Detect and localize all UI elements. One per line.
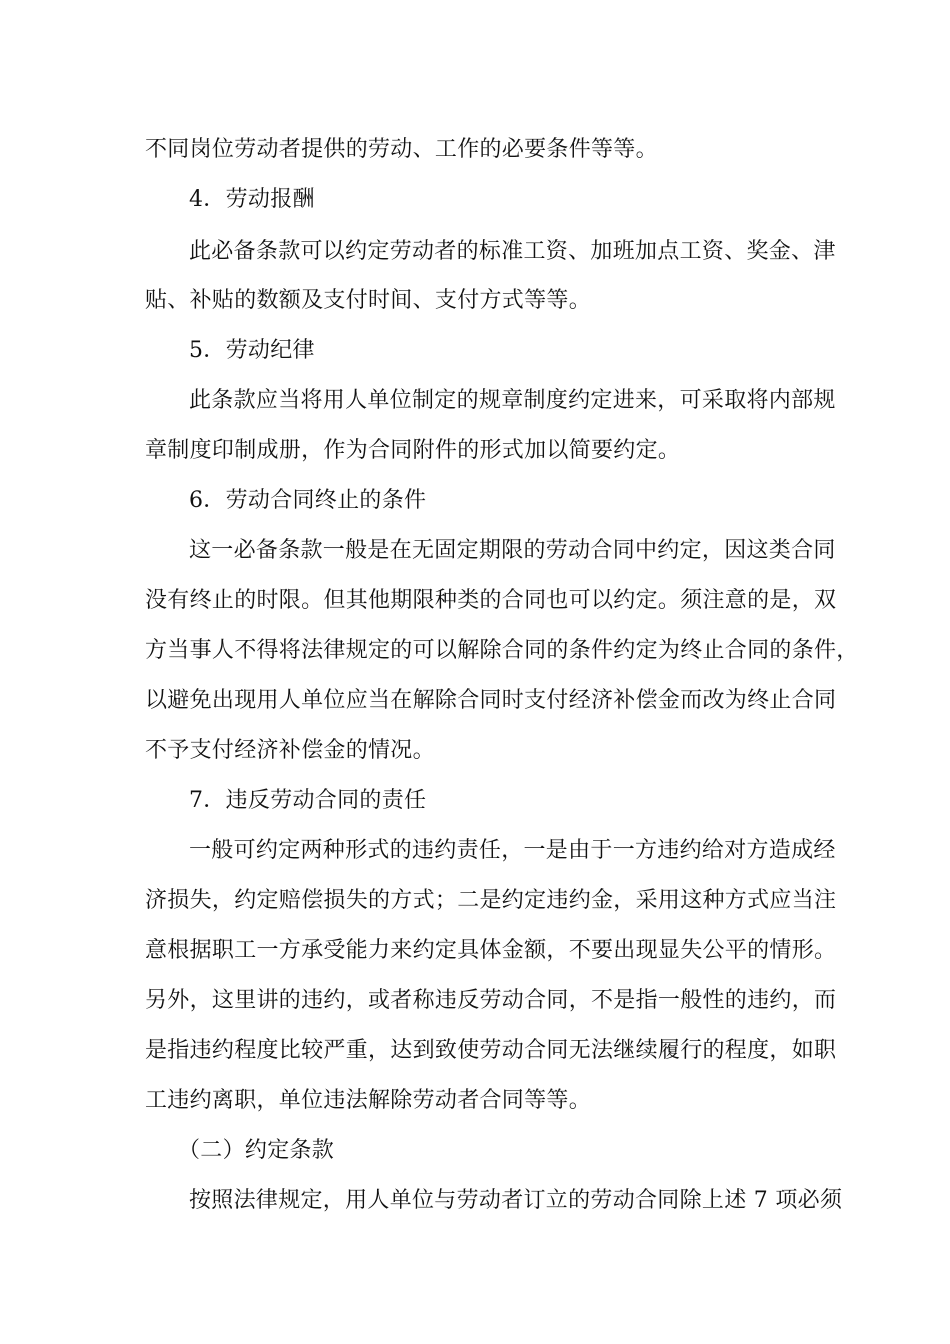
text-line: 意根据职工一方承受能力来约定具体金额，不要出现显失公平的情形。 bbox=[145, 938, 837, 963]
text-line: 没有终止的时限。但其他期限种类的合同也可以约定。须注意的是，双 bbox=[145, 588, 837, 613]
text-line: 以避免出现用人单位应当在解除合同时支付经济补偿金而改为终止合同 bbox=[145, 688, 837, 713]
text-line: 一般可约定两种形式的违约责任，一是由于一方违约给对方造成经 bbox=[189, 838, 836, 863]
text-line: 按照法律规定，用人单位与劳动者订立的劳动合同除上述 7 项必须 bbox=[189, 1188, 843, 1213]
text-line: 这一必备条款一般是在无固定期限的劳动合同中约定，因这类合同 bbox=[189, 538, 836, 563]
text-line: 章制度印制成册，作为合同附件的形式加以简要约定。 bbox=[145, 438, 681, 463]
text-line: 贴、补贴的数额及支付时间、支付方式等等。 bbox=[145, 288, 592, 313]
text-line: 此必备条款可以约定劳动者的标准工资、加班加点工资、奖金、津 bbox=[189, 239, 836, 264]
section-heading: 5．劳动纪律 bbox=[189, 338, 315, 363]
section-heading: 4．劳动报酬 bbox=[189, 187, 315, 212]
text-line: 济损失，约定赔偿损失的方式；二是约定违约金，采用这种方式应当注 bbox=[145, 888, 837, 913]
text-line: 是指违约程度比较严重，达到致使劳动合同无法继续履行的程度，如职 bbox=[145, 1038, 837, 1063]
text-line: 另外，这里讲的违约，或者称违反劳动合同，不是指一般性的违约，而 bbox=[145, 988, 837, 1013]
section-heading: （二）约定条款 bbox=[178, 1138, 335, 1163]
text-line: 不同岗位劳动者提供的劳动、工作的必要条件等等。 bbox=[145, 137, 658, 162]
text-line: 不予支付经济补偿金的情况。 bbox=[145, 738, 435, 763]
text-line: 方当事人不得将法律规定的可以解除合同的条件约定为终止合同的条件， bbox=[145, 638, 859, 663]
text-line: 此条款应当将用人单位制定的规章制度约定进来，可采取将内部规 bbox=[189, 388, 836, 413]
section-heading: 7．违反劳动合同的责任 bbox=[189, 788, 427, 813]
text-line: 工违约离职，单位违法解除劳动者合同等等。 bbox=[145, 1088, 592, 1113]
section-heading: 6．劳动合同终止的条件 bbox=[189, 488, 427, 513]
